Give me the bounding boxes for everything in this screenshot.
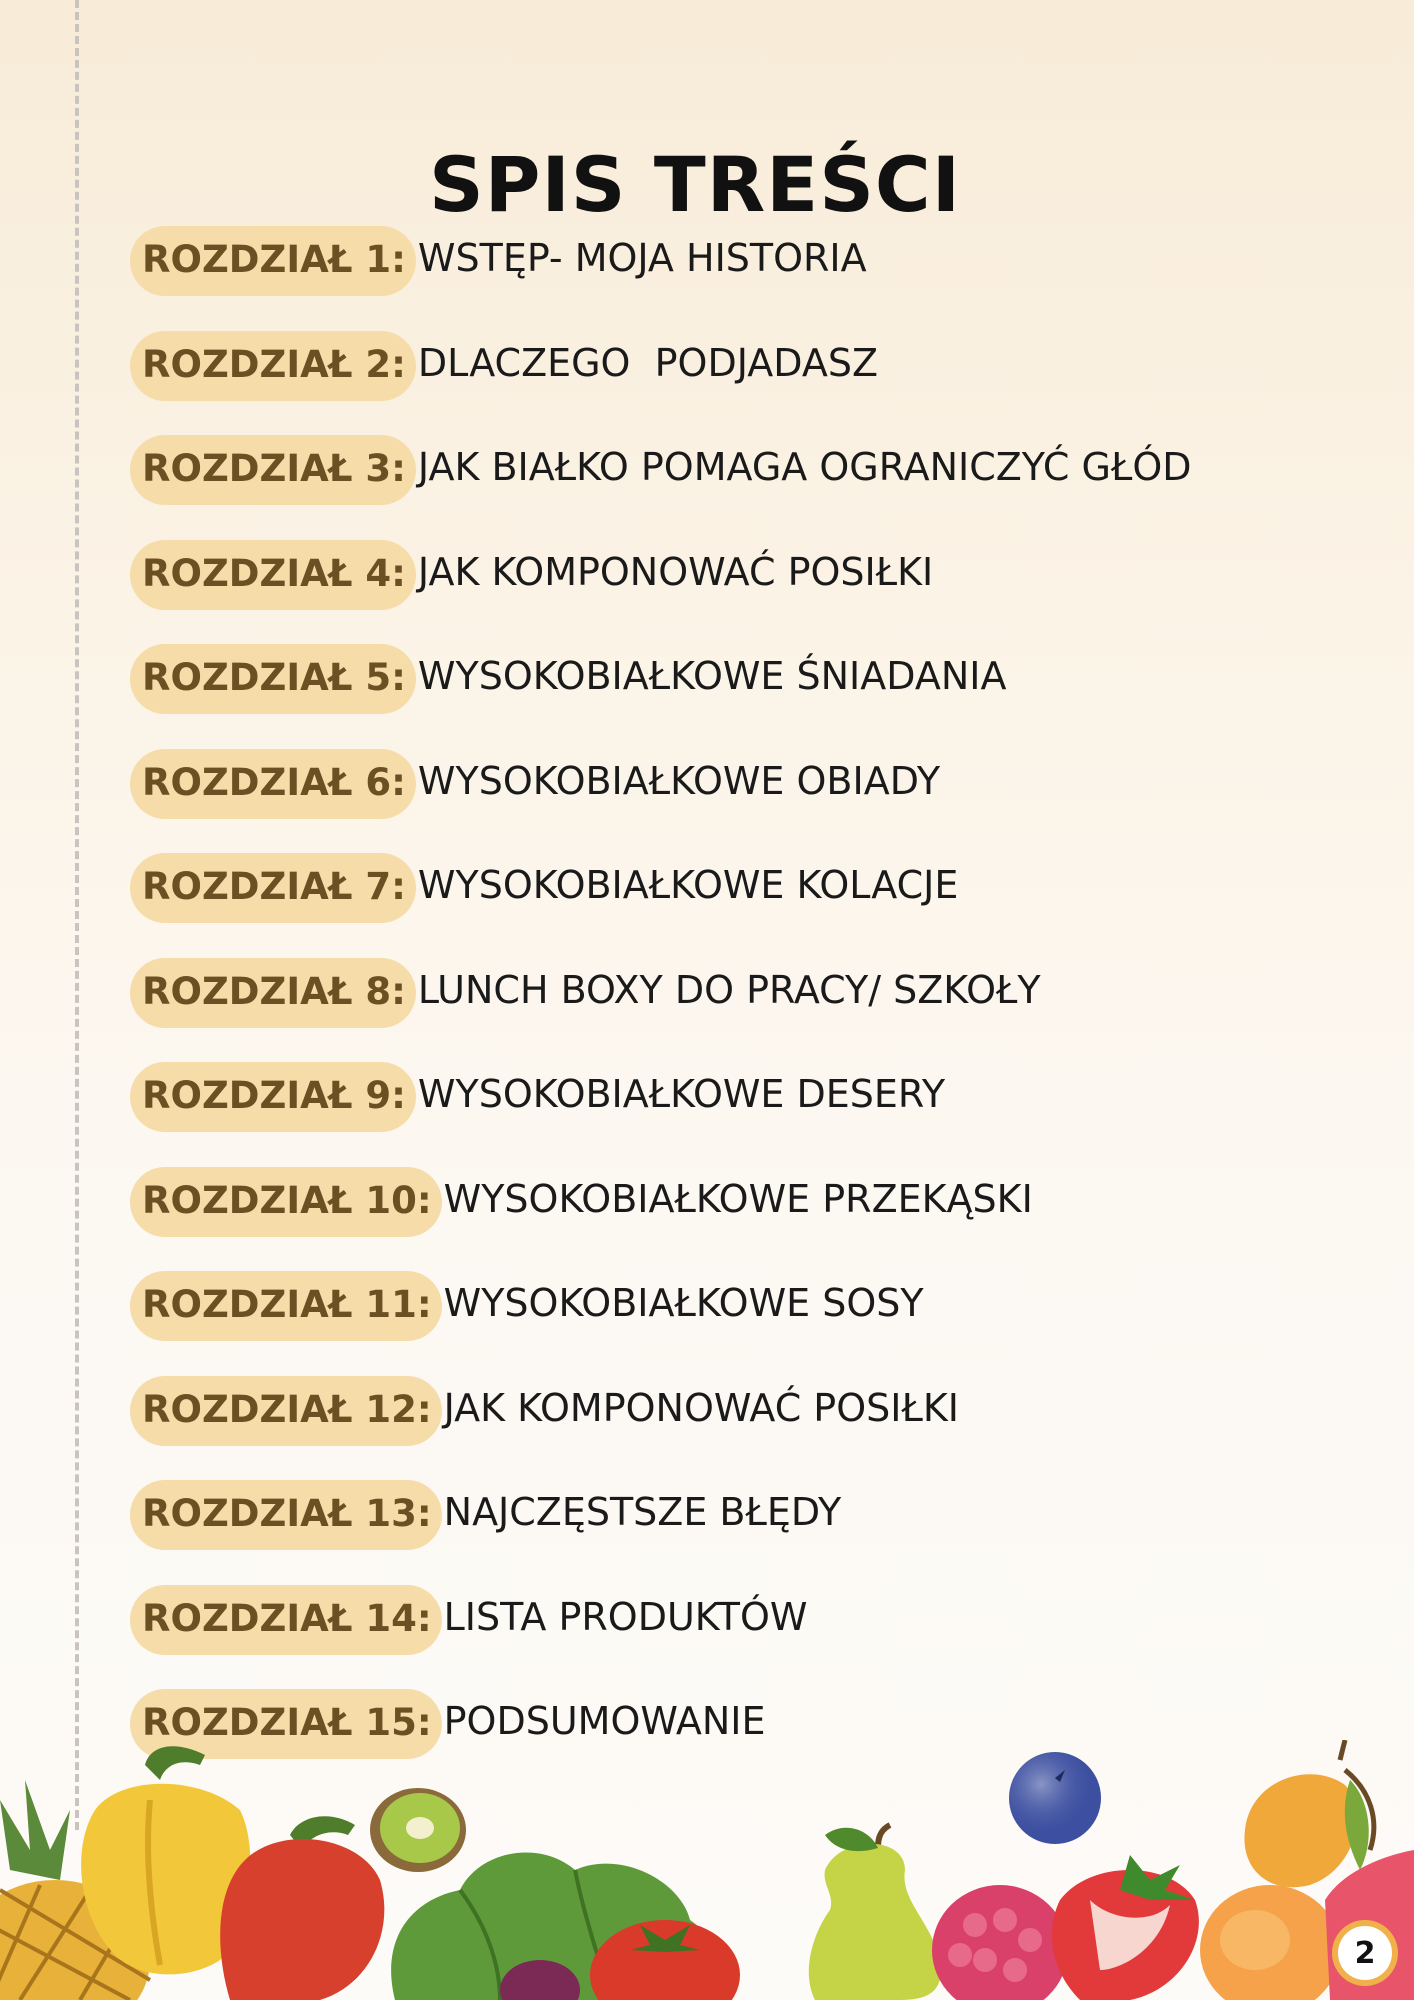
chapter-badge: ROZDZIAŁ 7: (130, 853, 416, 923)
fruit-vegetable-decoration (0, 1740, 1414, 2000)
chapter-title: JAK KOMPONOWAĆ POSIŁKI (443, 1385, 959, 1430)
chapter-title: WSTĘP- MOJA HISTORIA (417, 236, 867, 280)
chapter-title: JAK KOMPONOWAĆ POSIŁKI (417, 549, 934, 594)
chapter-badge: ROZDZIAŁ 2: (130, 331, 416, 401)
chapter-title: LISTA PRODUKTÓW (443, 1594, 808, 1639)
chapter-title: DLACZEGO PODJADASZ (417, 340, 878, 385)
toc-entry[interactable] (130, 226, 1390, 331)
toc-entry[interactable] (130, 1271, 1390, 1376)
table-of-contents (130, 226, 1390, 1794)
toc-entry[interactable] (130, 435, 1390, 540)
chapter-badge: ROZDZIAŁ 1: (130, 226, 416, 296)
mango-icon (1244, 1740, 1373, 1887)
chapter-title: NAJCZĘSTSZE BŁĘDY (443, 1490, 842, 1534)
toc-entry[interactable] (130, 331, 1390, 436)
kiwi-icon (370, 1788, 466, 1872)
chapter-title: WYSOKOBIAŁKOWE PRZEKĄSKI (443, 1176, 1033, 1221)
chapter-badge: ROZDZIAŁ 5: (130, 644, 416, 714)
page-title: SPIS TREŚCI (429, 140, 961, 229)
chapter-badge: ROZDZIAŁ 3: (130, 435, 416, 505)
chapter-badge: ROZDZIAŁ 12: (130, 1376, 442, 1446)
chapter-badge: ROZDZIAŁ 11: (130, 1271, 442, 1341)
chapter-badge: ROZDZIAŁ 10: (130, 1167, 442, 1237)
toc-entry[interactable] (130, 1585, 1390, 1690)
chapter-title: LUNCH BOXY DO PRACY/ SZKOŁY (417, 967, 1041, 1012)
toc-entry[interactable] (130, 1480, 1390, 1585)
toc-entry[interactable] (130, 749, 1390, 854)
raspberry-icon (932, 1885, 1068, 2000)
chapter-badge: ROZDZIAŁ 9: (130, 1062, 416, 1132)
chapter-title: WYSOKOBIAŁKOWE ŚNIADANIA (417, 654, 1007, 698)
chapter-badge: ROZDZIAŁ 13: (130, 1480, 442, 1550)
chapter-title: WYSOKOBIAŁKOWE KOLACJE (417, 863, 959, 907)
chapter-badge: ROZDZIAŁ 8: (130, 958, 416, 1028)
chapter-title: WYSOKOBIAŁKOWE DESERY (417, 1072, 946, 1116)
strawberry-icon (1052, 1855, 1199, 2000)
toc-entry[interactable] (130, 1167, 1390, 1272)
chapter-badge: ROZDZIAŁ 14: (130, 1585, 442, 1655)
toc-entry[interactable] (130, 644, 1390, 749)
toc-entry[interactable] (130, 958, 1390, 1063)
page-number: 2 (1338, 1926, 1392, 1980)
pear-icon (809, 1825, 941, 2000)
chapter-badge: ROZDZIAŁ 15: (130, 1689, 442, 1759)
chapter-badge: ROZDZIAŁ 4: (130, 540, 416, 610)
toc-entry[interactable] (130, 540, 1390, 645)
chapter-title: PODSUMOWANIE (443, 1699, 766, 1743)
dashed-margin-line (75, 0, 79, 1830)
toc-entry[interactable] (130, 1062, 1390, 1167)
chapter-title: JAK BIAŁKO POMAGA OGRANICZYĆ GŁÓD (417, 445, 1192, 489)
toc-entry[interactable] (130, 1376, 1390, 1481)
chapter-title: WYSOKOBIAŁKOWE SOSY (443, 1281, 924, 1325)
chapter-title: WYSOKOBIAŁKOWE OBIADY (417, 758, 941, 803)
toc-entry[interactable] (130, 853, 1390, 958)
blueberry-icon (1009, 1752, 1101, 1844)
chapter-badge: ROZDZIAŁ 6: (130, 749, 416, 819)
